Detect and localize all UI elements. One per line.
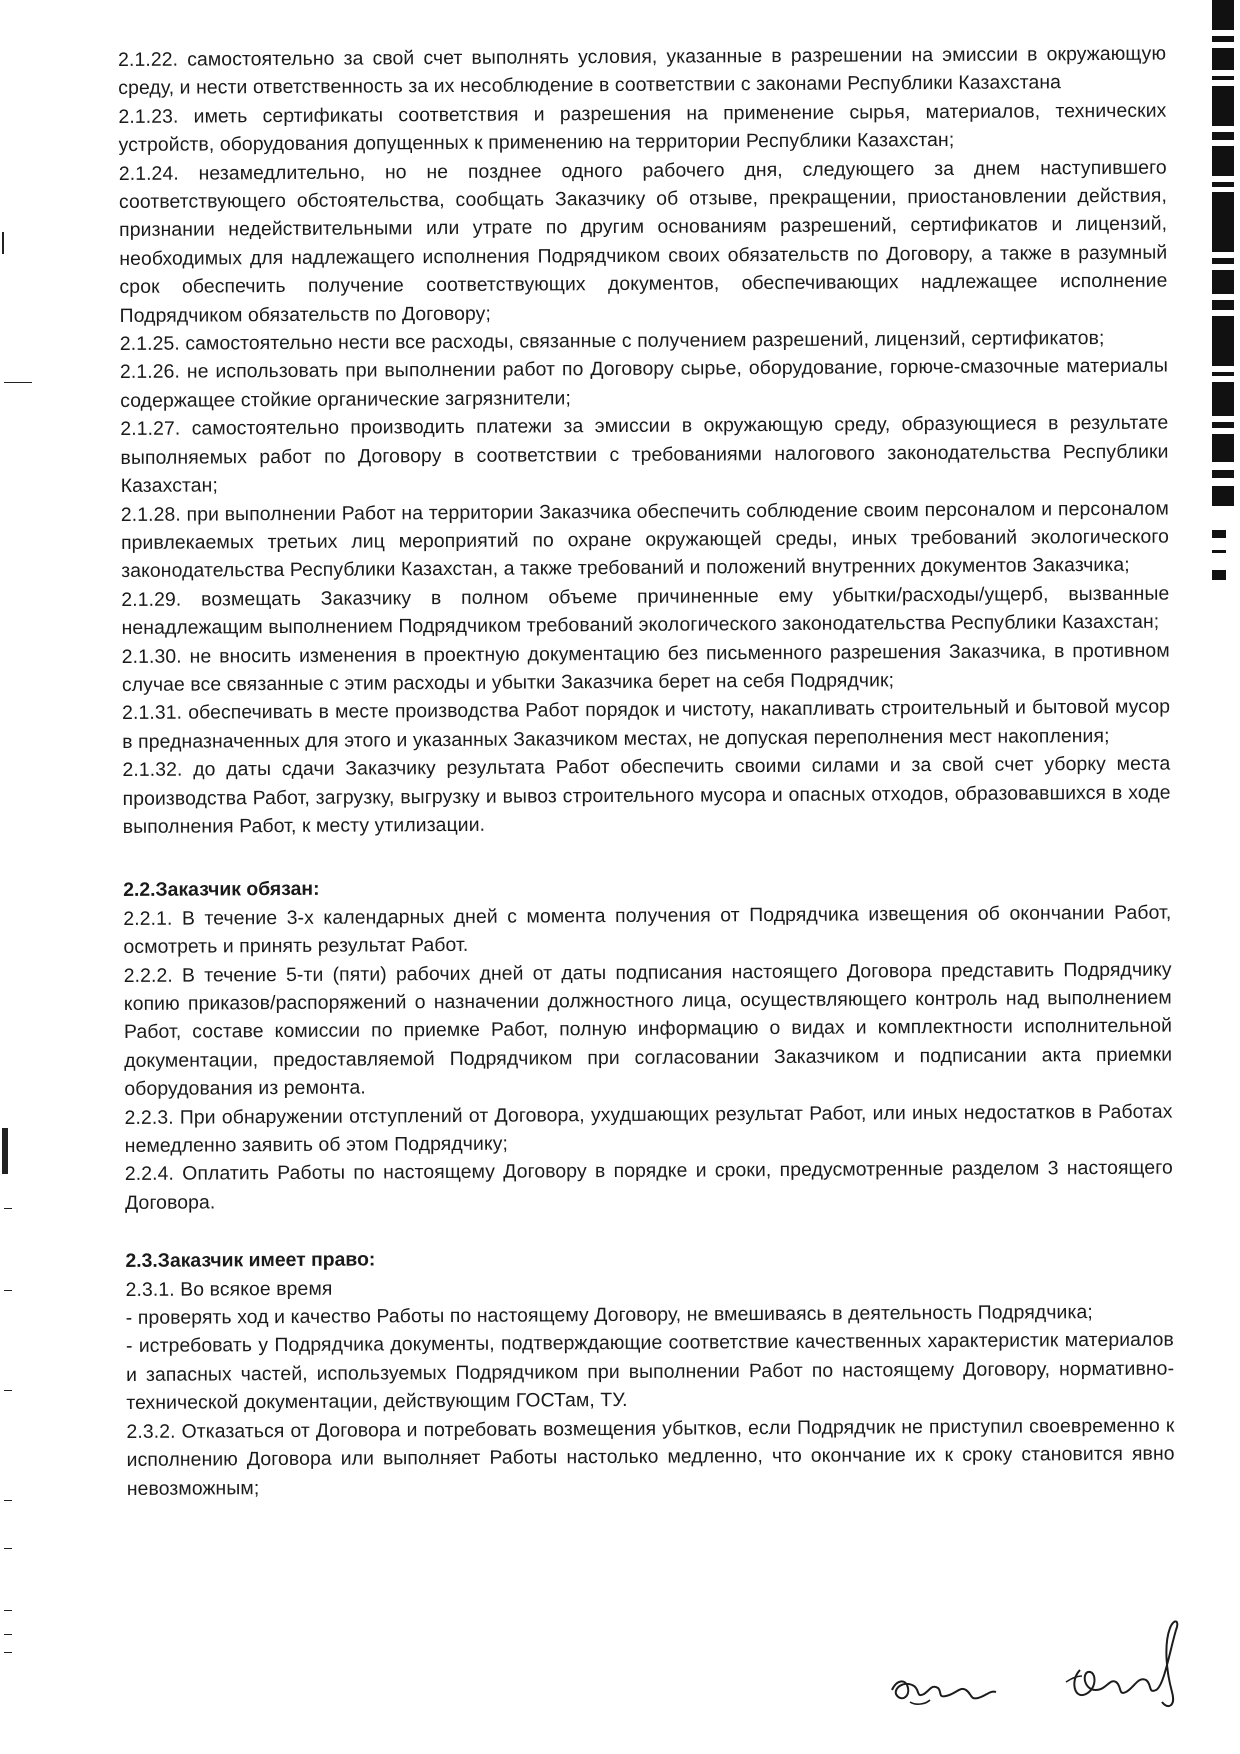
clause-2-2-1: 2.2.1. В течение 3-х календарных дней с момента получения от Подрядчика извещения об окончании Работ, осмотреть и принять результат Работ. [123,901,1172,959]
section-heading: 2.2.Заказчик обязан: [123,878,320,902]
clause-2-1-25: 2.1.25. самостоятельно нести все расходы, связанные с получением разрешений, лицензий, сертификатов; [119,327,1105,356]
clause-2-1-23: 2.1.23. иметь сертификаты соответствия и разрешения на применение сырья, материалов, технических устройств, оборудования допущенных к применению на территории Республики Казахстан; [118,99,1167,157]
clause-2-1-29: 2.1.29. возмещать Заказчику в полном объеме причиненные ему убытки/расходы/ущерб, вызванные ненадлежащим выполнением Подрядчиком требований экологического законодательства Республики Казахстан; [121,582,1170,640]
contractor-obligations-list [118,40,1171,842]
clause-2-1-28: 2.1.28. при выполнении Работ на территории Заказчика обеспечить соблюдение своим персоналом и персоналом привлекаемых третьих лиц мероприятий по охране окружающей среды, иных требований экологического законодательства Республики Казахстан, а также требований и положений внутренних документов Заказчика; [120,497,1170,583]
section-2-2 [123,870,1173,1217]
clause-2-3-2: 2.3.2. Отказаться от Договора и потребовать возмещения убытков, если Подрядчик не приступил своевременно к исполнению Договора или выполняет Работы настолько медленно, что окончание их к сроку становится явно невозможным; [126,1414,1175,1500]
signature-1 [886,1650,1006,1720]
clause-2-3-1-item: - истребовать у Подрядчика документы, подтверждающие соответствие качественных характеристик материалов и запасных частей, используемых Подрядчиком при выполнении Работ по настоящему Договору, нормативно-технической документации, действующим ГОСТам, ТУ. [125,1329,1175,1415]
clause-2-2-3: 2.2.3. При обнаружении отступлений от Договора, ухудшающих результат Работ, или иных недостатков в Работах немедленно заявить об этом Подрядчику; [124,1100,1173,1158]
clause-2-3-1: 2.3.1. Во всякое время [125,1277,333,1301]
signature-2 [1060,1610,1200,1720]
clause-2-1-24: 2.1.24. незамедлительно, но не позднее одного рабочего дня, следующего за днем наступившего соответствующего обстоятельства, сообщать Заказчику об отзыве, прекращении, приостановлении действия, признании недействительными или утрате по другим основаниям разрешений, сертификатов и лицензий, необходимых для надлежащего исполнения Подрядчиком своих обязательств по Договору, а также в разумный срок обеспечить получение соответствующих документов, обеспечивающих надлежащее исполнение Подрядчиком обязательств по Договору; [118,156,1168,327]
clause-2-1-30: 2.1.30. не вносить изменения в проектную документацию без письменного разрешения Заказчика, в противном случае все связанные с этим расходы и убытки Заказчика берет на себя Подрядчик; [121,639,1170,696]
clause-2-1-27: 2.1.27. самостоятельно производить платежи за эмиссии в окружающую среду, образующиеся в результате выполняемых работ по Договору в соответствии с требованиями налогового законодательства Республики Казахстан; [120,411,1169,498]
document-body [118,40,1175,1503]
clause-2-1-26: 2.1.26. не использовать при выполнении работ по Договору сырье, оборудование, горюче-смазочные материалы содержащее стойкие органические загрязнители; [119,355,1169,412]
clause-2-1-32: 2.1.32. до даты сдачи Заказчику результата Работ обеспечить своими силами и за свой счет уборку места производства Работ, загрузку, выгрузку и вывоз строительного мусора и опасных отходов, образовавшихся в ходе выполнения Работ, к месту утилизации. [122,752,1171,838]
clause-2-1-22: 2.1.22. самостоятельно за свой счет выполнять условия, указанные в разрешении на эмиссии в окружающую среду, и нести ответственность за их несоблюдение в соответствии с законами Республики Казахстана [118,42,1167,100]
clause-2-2-4: 2.2.4. Оплатить Работы по настоящему Договору в порядке и сроки, предусмотренные разделом 3 настоящего Договора. [124,1157,1173,1214]
scan-edge-marks [1212,530,1234,610]
clause-2-2-2: 2.2.2. В течение 5-ти (пяти) рабочих дней от даты подписания настоящего Договора представить Подрядчику копию приказов/распоряжений о назначении должностного лица, осуществляющего контроль над выполнением Работ, составе комиссии по приемке Работ, полную информацию о видах и комплектности исполнительной документации, предоставляемой Подрядчиком при согласовании Заказчиком и подписании акта приемки оборудования из ремонта. [123,958,1173,1101]
scan-edge-barcode [1212,0,1234,520]
clause-2-3-1-item: - проверять ход и качество Работы по настоящему Договору, не вмешиваясь в деятельность Подрядчика; [125,1301,1093,1330]
section-2-3 [125,1241,1175,1503]
section-heading: 2.3.Заказчик имеет право: [125,1248,376,1273]
clause-2-1-31: 2.1.31. обеспечивать в месте производства Работ порядок и чистоту, накапливать строительный и бытовой мусор в предназначенных для этого и указанных Заказчиком местах, не допуская переполнения мест накопления; [122,695,1171,753]
